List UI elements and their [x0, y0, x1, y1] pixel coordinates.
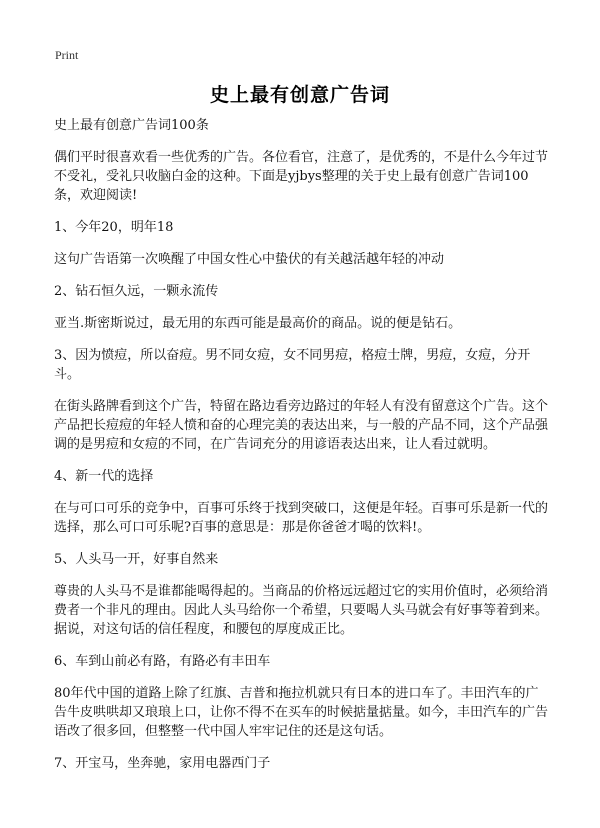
intro-paragraph: 偶们平时很喜欢看一些优秀的广告。各位看官，注意了，是优秀的，不是什么今年过节不受礼，受礼只收脑白金的这种。下面是yjbys整理的关于史上最有创意广告词100条，欢迎阅读!: [54, 150, 549, 203]
slogan-heading-5: 5、人头马一开，好事自然来: [54, 552, 219, 567]
slogan-heading-1: 1、今年20，明年18: [54, 220, 174, 235]
slogan-heading-7: 7、开宝马，坐奔驰，家用电器西门子: [54, 756, 271, 771]
print-link[interactable]: Print: [55, 48, 79, 62]
slogan-heading-6: 6、车到山前必有路，有路必有丰田车: [54, 654, 271, 669]
slogan-description-2: 亚当.斯密斯说过，最无用的东西可能是最高价的商品。说的便是钻石。: [54, 316, 462, 331]
slogan-description-4: 在与可口可乐的竞争中，百事可乐终于找到突破口，这便是年轻。百事可乐是新一代的选择，那么可口可乐呢?百事的意思是：那是你爸爸才喝的饮料!。: [54, 501, 549, 535]
slogan-description-1: 这句广告语第一次唤醒了中国女性心中蛰伏的有关越活越年轻的冲动: [54, 252, 445, 267]
article-body: [54, 116, 550, 786]
slogan-description-6: 80年代中国的道路上除了红旗、吉普和拖拉机就只有日本的进口车了。丰田汽车的广告牛皮哄哄却又琅琅上口，让你不得不在买车的时候掂量掂量。如今，丰田汽车的广告语改了很多回，但整整一代中国人牢牢记住的还是这句话。: [54, 686, 549, 739]
slogan-heading-4: 4、新一代的选择: [54, 469, 154, 484]
subtitle: 史上最有创意广告词100条: [54, 118, 209, 133]
slogan-heading-3: 3、因为愤痘，所以奋痘。男不同女痘，女不同男痘，格痘士牌，男痘，女痘，分开斗。: [54, 348, 531, 382]
slogan-description-3: 在街头路牌看到这个广告，特留在路边看旁边路过的年轻人有没有留意这个广告。这个产品把长痘痘的年轻人愤和奋的心理完美的表达出来，与一般的产品不同，这个产品强调的是男痘和女痘的不同，在广告词充分的用谚语表达出来，让人看过就明。: [54, 399, 549, 452]
slogan-heading-2: 2、钻石恒久远，一颗永流传: [54, 284, 219, 299]
slogan-description-5: 尊贵的人头马不是谁都能喝得起的。当商品的价格远远超过它的实用价值时，必须给消费者一个非凡的理由。因此人头马给你一个希望，只要喝人头马就会有好事等着到来。据说，对这句话的信任程度，和腰包的厚度成正比。: [54, 584, 549, 637]
page-title: 史上最有创意广告词: [209, 84, 390, 106]
